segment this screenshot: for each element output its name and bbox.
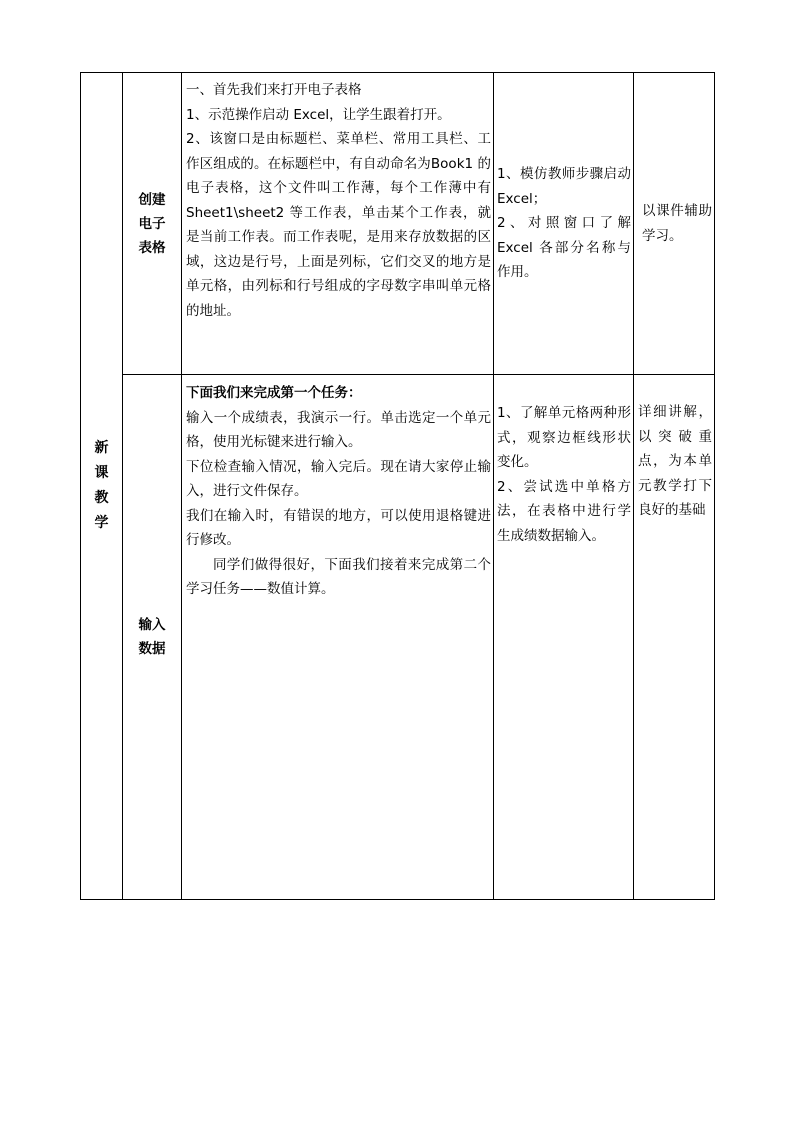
content-line: 2、该窗口是由标题栏、菜单栏、常用工具栏、工作区组成的。在标题栏中，有自动命名为Book1 的电子表格，这个文件叫工作薄，每个工作薄中有 Sheet1\sheet2 等工作表，单击某个工作表，就是当前工作表。而工作表呢，是用来存放数据的区域，这边是行号，上面是列标，它们交叉的地方是单元格，由列标和行号组成的字母数字串叫单元格的地址。 (186, 131, 491, 319)
content-cell (182, 375, 494, 900)
topic-label-input: 输入数据 (138, 617, 166, 657)
table-row-input-data (81, 375, 715, 900)
activity-line: 2、对照窗口了解 Excel 各部分名称与作用。 (497, 215, 631, 281)
content-line: 同学们做得很好，下面我们接着来完成第二个学习任务——数值计算。 (186, 556, 491, 597)
content-line: 输入一个成绩表，我演示一行。单击选定一个单元格，使用光标键来进行输入。 (186, 409, 491, 450)
content-lead: 下面我们来完成第一个任务： (186, 385, 362, 401)
table-row-create-spreadsheet (81, 73, 715, 375)
content-cell (182, 73, 494, 375)
activity-line: 1、模仿教师步骤启动 Excel； (497, 166, 631, 207)
student-activity-cell (494, 375, 634, 900)
purpose-text: 详细讲解，以突破重点，为本单元教学打下良好的基础 (638, 404, 712, 518)
purpose-cell (634, 375, 715, 900)
content-line: 一、首先我们来打开电子表格 (186, 82, 362, 98)
student-activity-cell (494, 73, 634, 375)
lesson-plan-table (80, 72, 715, 900)
content-line: 1、示范操作启动 Excel，让学生跟着打开。 (186, 106, 451, 123)
activity-line: 2、尝试选中单格方法，在表格中进行学生成绩数据输入。 (497, 478, 631, 544)
purpose-cell (634, 73, 715, 375)
section-cell (81, 73, 123, 900)
topic-cell (123, 375, 182, 900)
content-line: 我们在输入时，有错误的地方，可以使用退格键进行修改。 (186, 507, 491, 548)
topic-cell (123, 73, 182, 375)
activity-line: 1、了解单元格两种形式，观察边框线形状变化。 (497, 405, 631, 470)
content-line: 下位检查输入情况，输入完后。现在请大家停止输入，进行文件保存。 (186, 458, 491, 499)
section-label: 新课教学 (94, 440, 109, 531)
topic-label-create: 创建电子表格 (138, 191, 166, 256)
purpose-text: 以课件辅助学习。 (642, 203, 712, 244)
